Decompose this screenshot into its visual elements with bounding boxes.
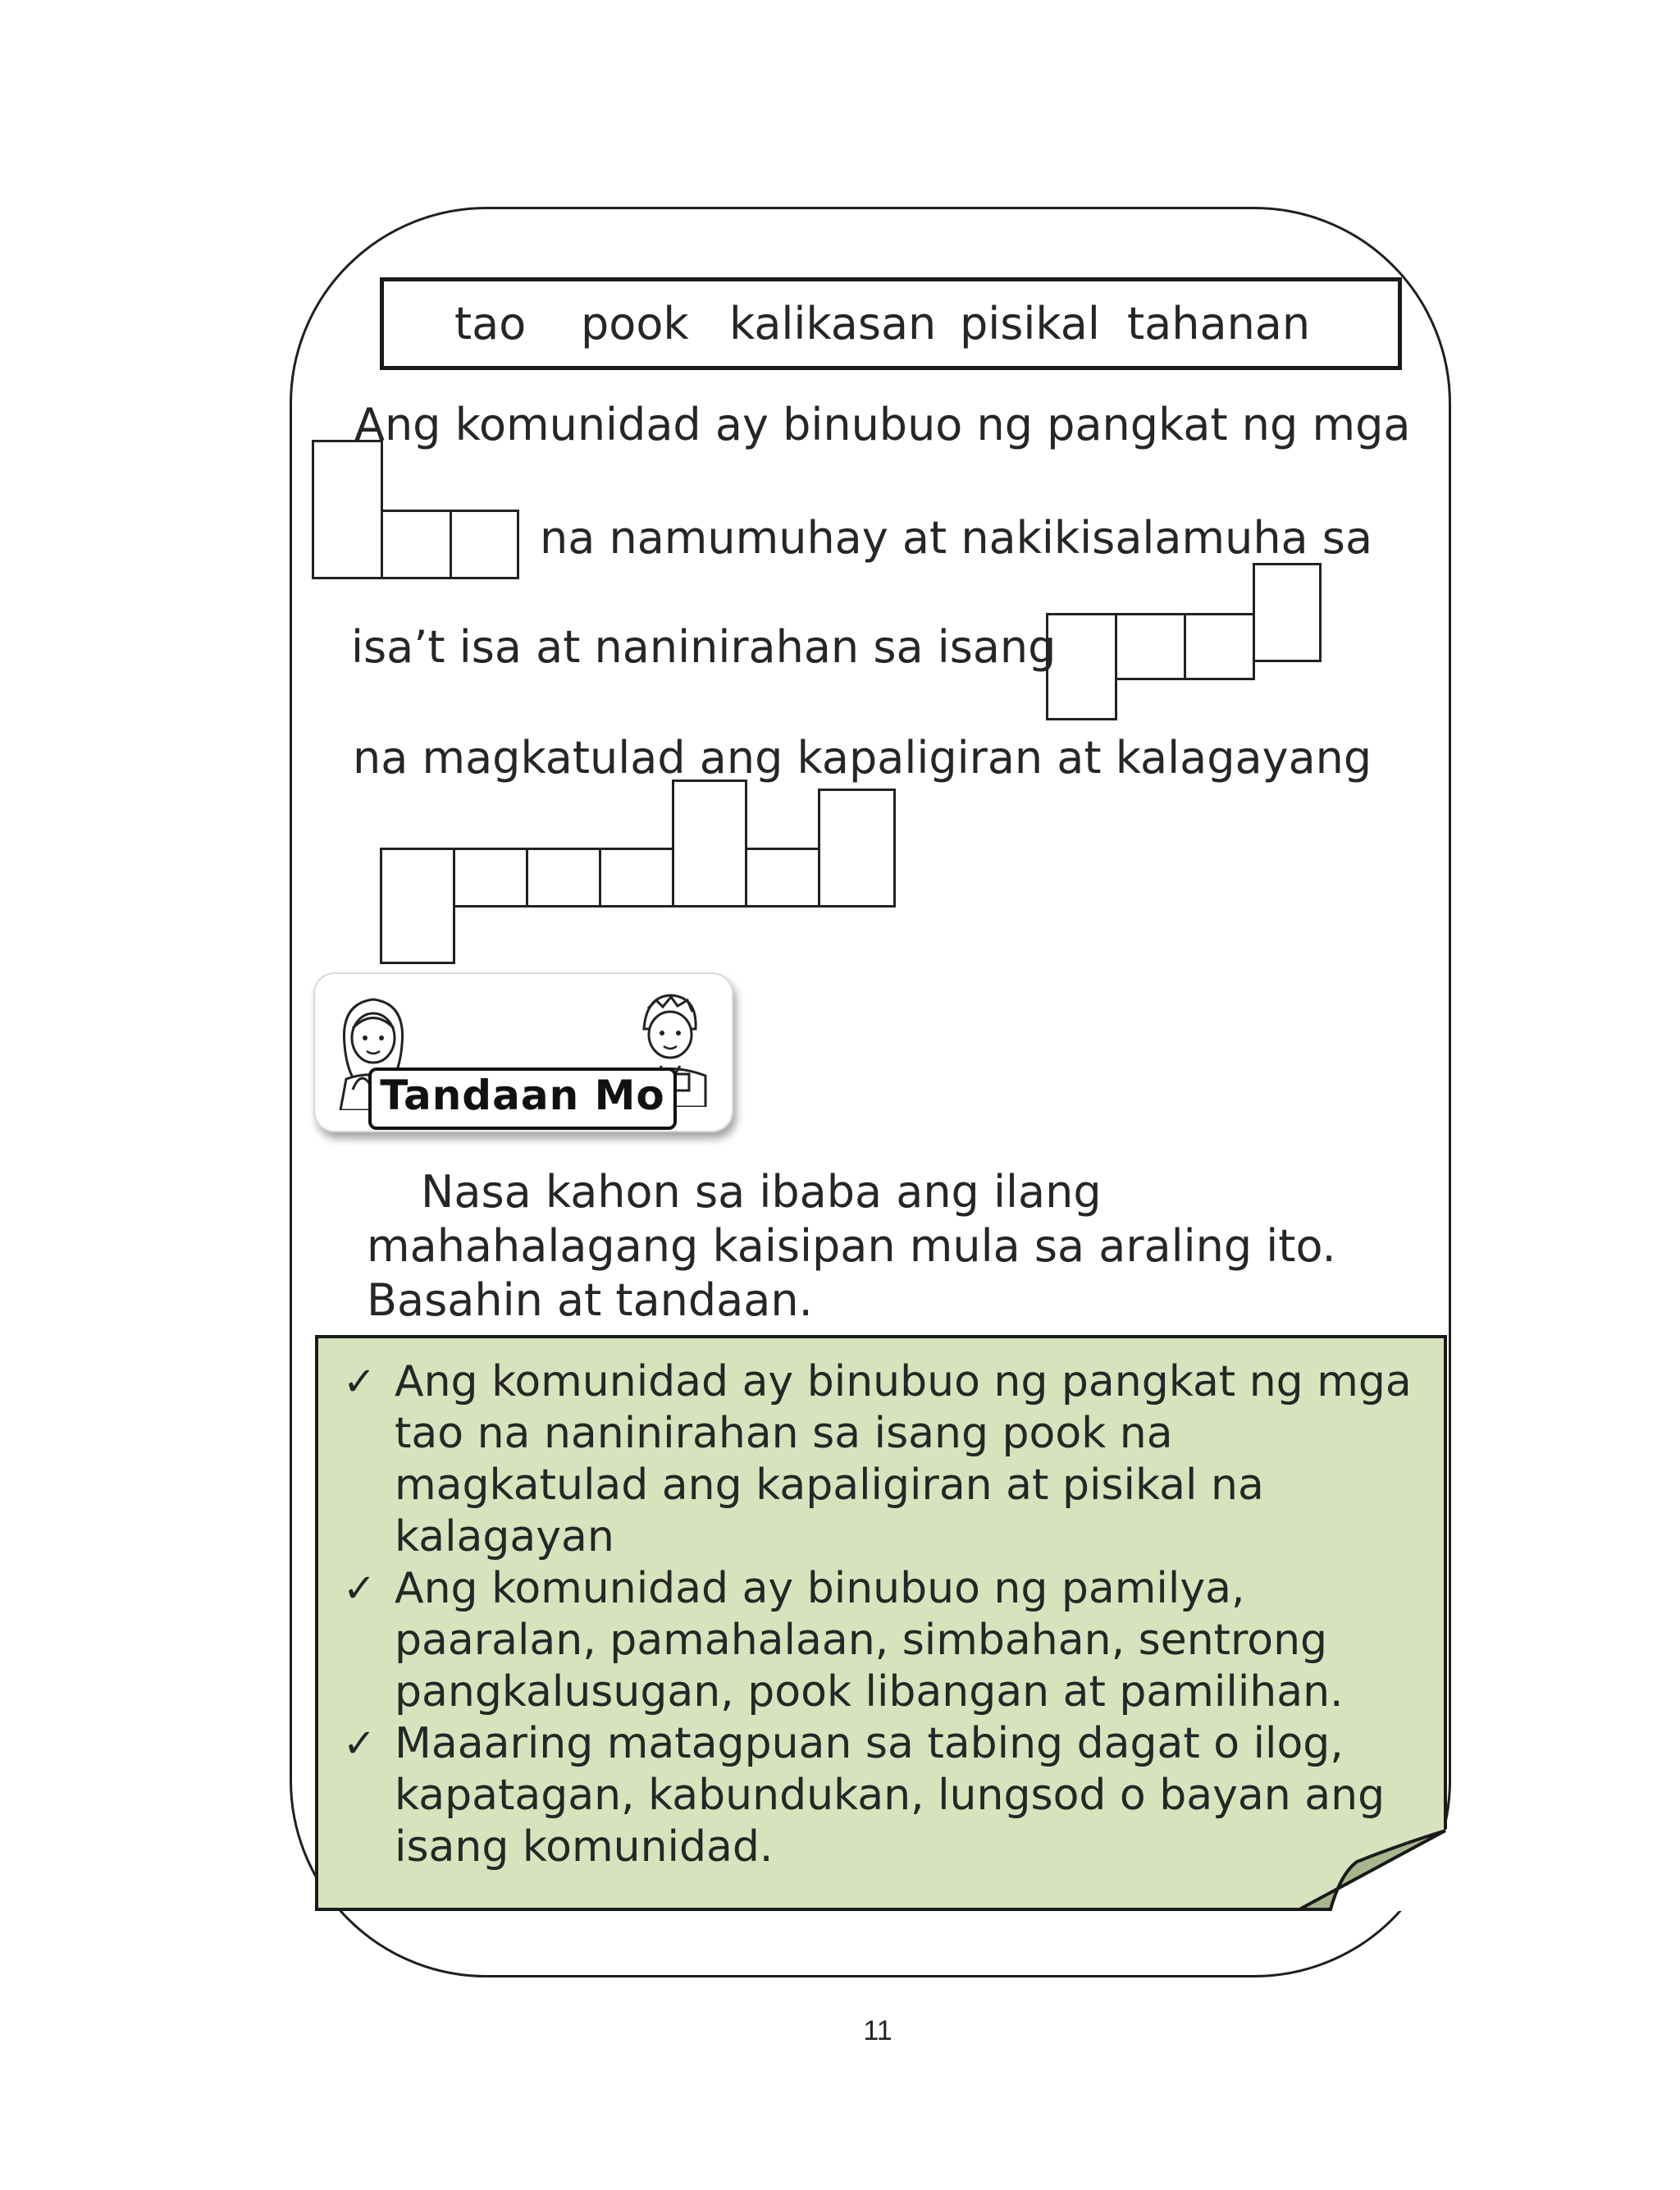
word-bank-item: pook	[581, 298, 689, 350]
list-item-text: Ang komunidad ay binubuo ng pangkat ng mga tao na naninirahan sa isang pook na magkatulad ang kapaligiran at pisikal na kalagayan	[395, 1357, 1412, 1561]
letter-box[interactable]	[818, 789, 896, 908]
letter-box[interactable]	[1115, 613, 1186, 680]
letter-box[interactable]	[1046, 613, 1117, 720]
checkmark-icon: ✓	[343, 1566, 377, 1612]
word-bank-item: pisikal	[960, 298, 1100, 350]
letter-box[interactable]	[526, 848, 601, 908]
list-item-text: Maaaring matagpuan sa tabing dagat o ilog, kapatagan, kabundukan, lungsod o bayan ang isang komunidad.	[395, 1719, 1386, 1872]
paragraph-line: isa’t isa at naninirahan sa isang	[351, 621, 1057, 673]
intro-text	[367, 1165, 1400, 1328]
word-bank	[380, 277, 1402, 370]
word-bank-item: kalikasan	[729, 298, 937, 350]
list-item	[343, 1563, 1434, 1718]
paragraph-line: na namumuhay at nakikisalamuha sa	[540, 512, 1373, 564]
list-item	[343, 1356, 1434, 1563]
checkmark-icon: ✓	[343, 1359, 377, 1405]
letter-box[interactable]	[745, 848, 820, 908]
letter-box[interactable]	[1253, 563, 1322, 662]
key-points-list	[343, 1356, 1434, 1873]
intro-paragraph: Nasa kahon sa ibaba ang ilang mahahalagang kaisipan mula sa araling ito. Basahin at tandaan.	[367, 1166, 1336, 1326]
list-item-text: Ang komunidad ay binubuo ng pamilya, paaralan, pamahalaan, simbahan, sentrong pangkalusugan, pook libangan at pamilihan.	[395, 1564, 1344, 1717]
letter-box[interactable]	[381, 510, 452, 579]
paragraph-line: Ang komunidad ay binubuo ng pangkat ng mga	[354, 399, 1411, 450]
page-curl-icon	[1299, 1829, 1447, 1911]
paragraph-line: na magkatulad ang kapaligiran at kalagayang	[353, 732, 1372, 784]
letter-box[interactable]	[380, 848, 455, 964]
checkmark-icon: ✓	[343, 1721, 377, 1767]
letter-box[interactable]	[1184, 613, 1255, 680]
key-points-note	[315, 1335, 1447, 1911]
letter-box[interactable]	[453, 848, 528, 908]
letter-box[interactable]	[672, 780, 747, 908]
letter-box[interactable]	[450, 510, 519, 579]
letter-box[interactable]	[599, 848, 674, 908]
word-bank-item: tao	[454, 298, 527, 350]
letter-box[interactable]	[312, 440, 383, 579]
badge-label: Tandaan Mo	[368, 1068, 677, 1130]
page-number: 11	[863, 2015, 892, 2046]
tandaan-mo-badge	[313, 972, 733, 1132]
list-item	[343, 1718, 1434, 1873]
word-bank-item: tahanan	[1127, 298, 1311, 350]
